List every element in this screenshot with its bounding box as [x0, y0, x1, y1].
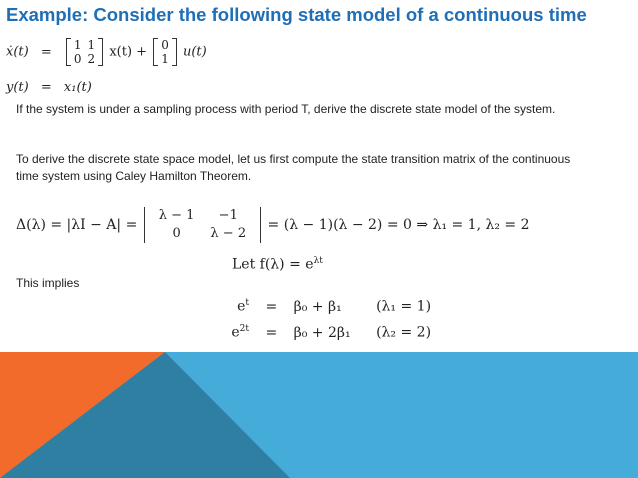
output-eq-equals: = — [40, 80, 52, 95]
char-eq-rhs: = (λ − 1)(λ − 2) = 0 ⇒ λ₁ = 1, λ₂ = 2 — [267, 217, 530, 233]
det-cell: λ − 1 — [158, 208, 195, 223]
output-eq-lhs: y(t) — [6, 80, 29, 95]
eq1-note: (λ₁ = 1) — [376, 298, 432, 315]
eq1-lhs: e — [237, 298, 246, 315]
matrix-a-cell: 1 — [73, 38, 82, 52]
footer-orange-triangle — [0, 352, 290, 478]
state-eq-lhs: ẋ(t) — [6, 44, 29, 60]
slide-title: Example: Consider the following state model of a continuous time — [6, 4, 587, 25]
char-eq-lhs: Δ(λ) = |λI − A| = — [16, 217, 138, 233]
eq1-rhs: β₀ + β₁ — [293, 298, 342, 315]
equation-2 — [225, 324, 431, 341]
matrix-a — [66, 38, 103, 66]
eq2-equals: = — [265, 324, 278, 341]
determinant — [144, 207, 261, 243]
eq2-rhs: β₀ + 2β₁ — [293, 324, 351, 341]
eq2-sup: 2t — [239, 324, 249, 334]
characteristic-equation — [16, 207, 530, 243]
matrix-a-cell: 1 — [87, 38, 96, 52]
state-equation — [6, 38, 207, 66]
output-eq-rhs: x₁(t) — [63, 80, 92, 95]
equation-1 — [225, 298, 431, 315]
eq1-equals: = — [265, 298, 278, 315]
matrix-b-cell: 1 — [161, 52, 169, 66]
paragraph-sampling: If the system is under a sampling process with period T, derive the discrete state model of the system. — [16, 102, 556, 116]
eq2-lhs-wrap — [225, 324, 249, 341]
det-cell: λ − 2 — [210, 226, 247, 241]
det-cell: 0 — [172, 226, 181, 241]
matrix-a-cell: 0 — [73, 52, 82, 66]
let-line — [232, 256, 323, 273]
eq2-note: (λ₂ = 2) — [376, 324, 432, 341]
footer-triangles-graphic — [0, 352, 290, 478]
det-cell: −1 — [218, 208, 238, 223]
state-eq-equals: = — [40, 44, 52, 60]
let-sup: λt — [313, 256, 323, 266]
eq1-lhs-wrap — [225, 298, 249, 315]
eq1-sup: t — [245, 298, 249, 308]
implies-label: This implies — [16, 276, 80, 290]
state-eq-mid: x(t) + — [109, 44, 148, 60]
eq2-lhs: e — [231, 324, 240, 341]
let-text: Let f(λ) = e — [232, 256, 314, 273]
paragraph-derivation: To derive the discrete state space model, let us first compute the state transition matrix of the continuous time system using Caley Hamilton Theorem. — [16, 152, 571, 183]
matrix-b-cell: 0 — [161, 38, 169, 52]
matrix-b — [153, 38, 177, 66]
state-eq-tail: u(t) — [182, 44, 207, 60]
output-equation — [6, 80, 92, 95]
matrix-a-cell: 2 — [87, 52, 96, 66]
